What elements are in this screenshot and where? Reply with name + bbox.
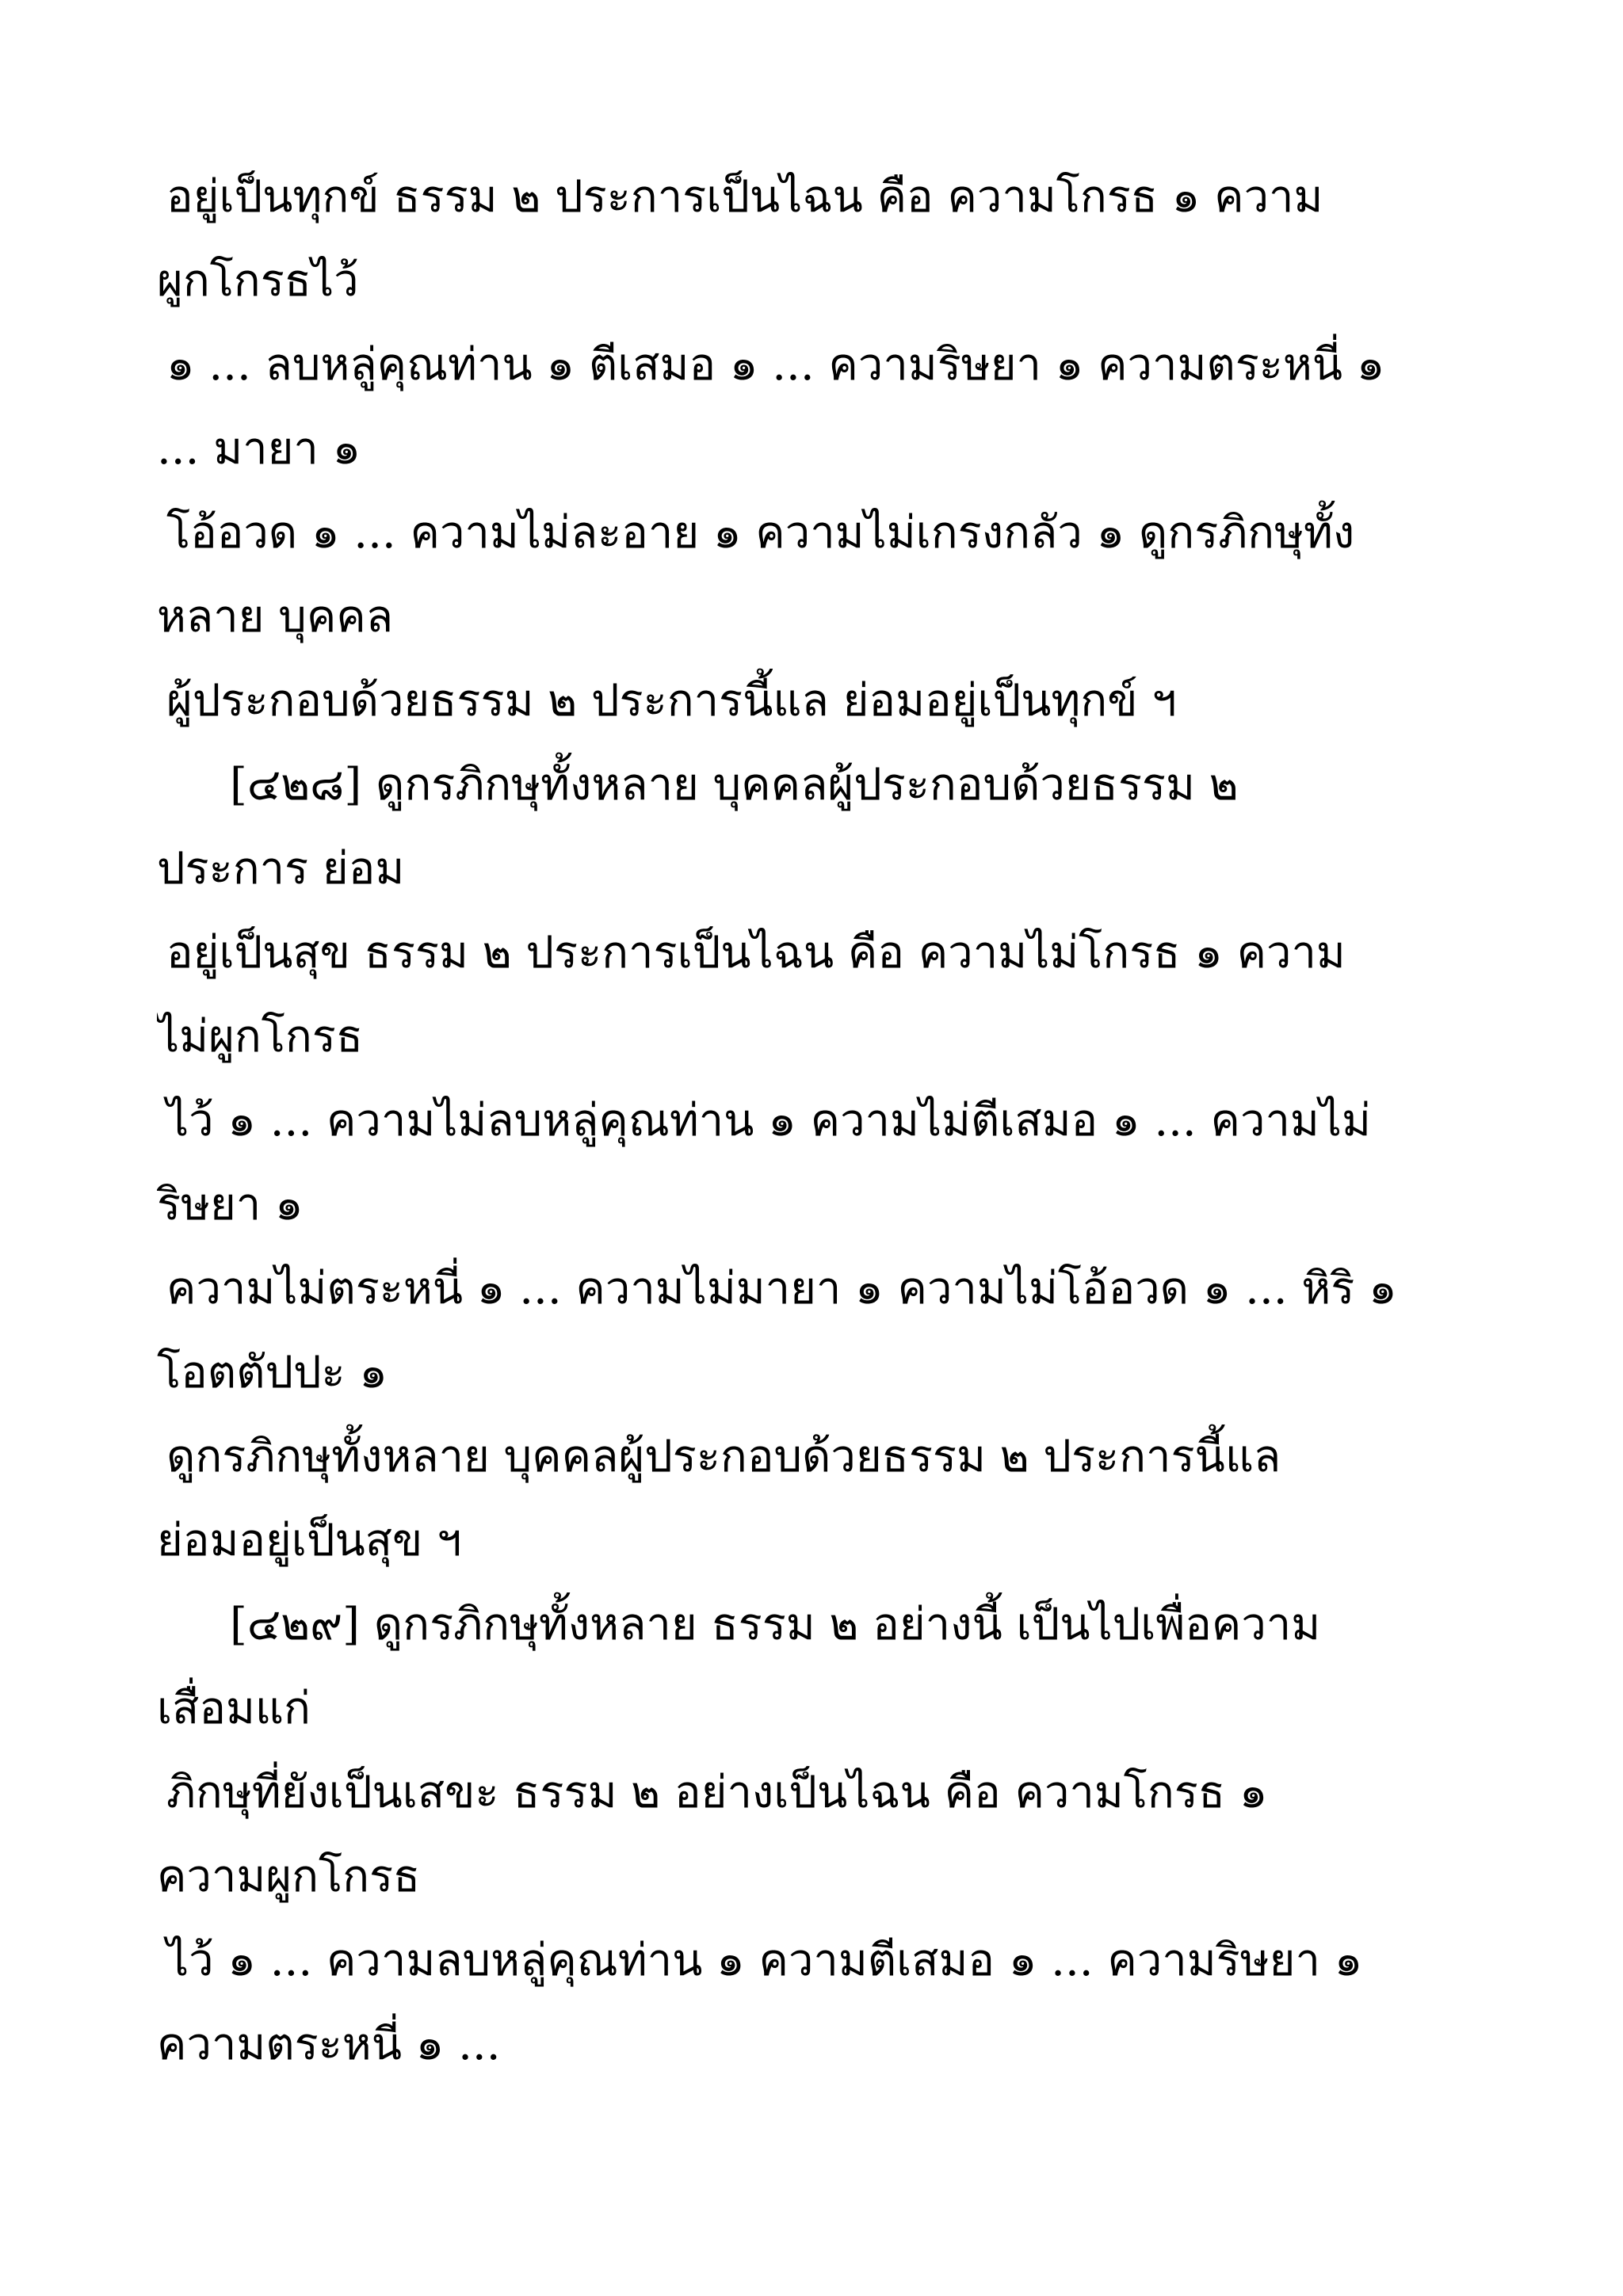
text-line: หลาย บุคคล (157, 591, 394, 643)
text-line: ... มายา ๑ (157, 423, 361, 475)
text-line: ย่อมอยู่เป็นสุข ฯ (157, 1515, 462, 1566)
text-line: โอตตัปปะ ๑ (157, 1347, 388, 1398)
paragraph-start-line: [๔๒๘] ดูกรภิกษุทั้งหลาย บุคคลผู้ประกอบด้วยธรรม ๒ (230, 759, 1239, 810)
text-line: ริษยา ๑ (157, 1179, 304, 1230)
text-line: โอ้อวด ๑ ... ความไม่ละอาย ๑ ความไม่เกรงกลัว ๑ ดูกรภิกษุทั้ง (166, 507, 1355, 559)
text-line: ประการ ย่อม (157, 843, 405, 894)
text-line: ความตระหนี่ ๑ ... (157, 2019, 501, 2070)
text-line: ความไม่ตระหนี่ ๑ ... ความไม่มายา ๑ ความไม่โอ้อวด ๑ ... หิริ ๑ (166, 1263, 1397, 1314)
text-line: ไม่ผูกโกรธ (157, 1011, 364, 1062)
text-line: ผู้ประกอบด้วยธรรม ๒ ประการนี้แล ย่อมอยู่เป็นทุกข์ ฯ (166, 675, 1177, 727)
text-line: ๑ ... ลบหลู่คุณท่าน ๑ ตีเสมอ ๑ ... ความริษยา ๑ ความตระหนี่ ๑ (166, 339, 1385, 391)
text-line: ความผูกโกรธ (157, 1851, 421, 1902)
text-line: อยู่เป็นทุกข์ ธรรม ๒ ประการเป็นไฉน คือ ความโกรธ ๑ ความ (166, 171, 1323, 223)
document-body (157, 155, 1504, 2087)
text-line: ภิกษุที่ยังเป็นเสขะ ธรรม ๒ อย่างเป็นไฉน คือ ความโกรธ ๑ (166, 1767, 1268, 1818)
text-line: ดูกรภิกษุทั้งหลาย บุคคลผู้ประกอบด้วยธรรม ๒ ประการนี้แล (166, 1431, 1281, 1482)
text-line: เสื่อมแก่ (157, 1683, 311, 1734)
text-line: อยู่เป็นสุข ธรรม ๒ ประการเป็นไฉน คือ ความไม่โกรธ ๑ ความ (166, 927, 1346, 978)
text-line: ผูกโกรธไว้ (157, 255, 359, 307)
text-line: ไว้ ๑ ... ความไม่ลบหลู่คุณท่าน ๑ ความไม่ตีเสมอ ๑ ... ความไม่ (166, 1095, 1371, 1146)
paragraph-start-line: [๔๒๙] ดูกรภิกษุทั้งหลาย ธรรม ๒ อย่างนี้ เป็นไปเพื่อความ (230, 1599, 1321, 1650)
text-line: ไว้ ๑ ... ความลบหลู่คุณท่าน ๑ ความตีเสมอ ๑ ... ความริษยา ๑ (166, 1935, 1363, 1986)
